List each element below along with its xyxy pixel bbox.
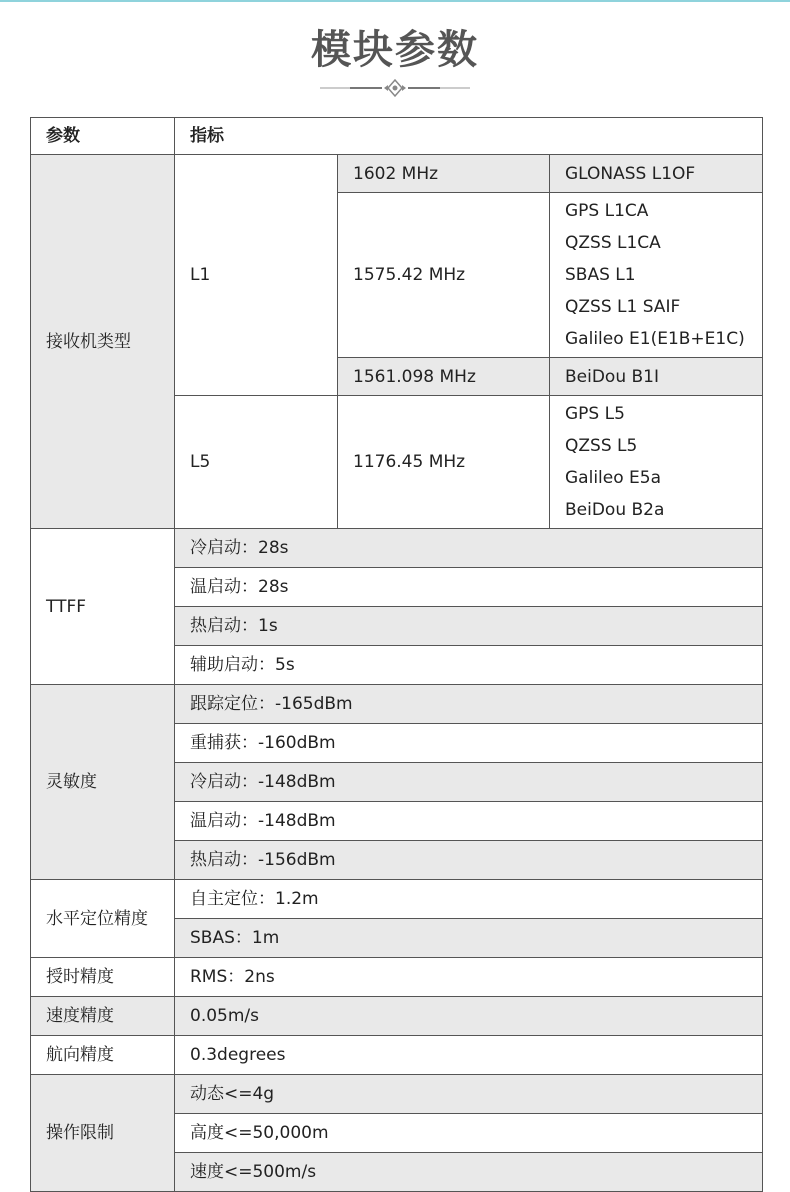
sensitivity-value: 重捕获：-160dBm [175,724,763,763]
horizontal-value: SBAS：1m [175,919,763,958]
system-item: QZSS L5 [565,436,638,456]
sensitivity-value: 热启动：-156dBm [175,841,763,880]
limits-value: 速度<=500m/s [175,1153,763,1192]
system-item: QZSS L1CA [565,233,661,253]
velocity-value: 0.05m/s [175,997,763,1036]
row-label-ttff: TTFF [31,529,175,685]
horizontal-value: 自主定位：1.2m [175,880,763,919]
table-row [31,958,763,997]
table-row [31,155,763,193]
table-row [31,997,763,1036]
top-accent-line [0,0,790,2]
row-label-timing: 授时精度 [31,958,175,997]
ttff-value: 冷启动：28s [175,529,763,568]
header-spec: 指标 [175,118,763,155]
spec-table [30,117,763,1192]
table-header-row [31,118,763,155]
systems-1561 [550,358,763,396]
sensitivity-value: 冷启动：-148dBm [175,763,763,802]
freq-1602: 1602 MHz [338,155,550,193]
system-item: GPS L1CA [565,201,649,221]
freq-1176: 1176.45 MHz [338,396,550,529]
table-row [31,529,763,568]
systems-1602 [550,155,763,193]
row-label-sensitivity: 灵敏度 [31,685,175,880]
table-row [31,1075,763,1114]
row-label-velocity: 速度精度 [31,997,175,1036]
heading-value: 0.3degrees [175,1036,763,1075]
system-item: BeiDou B1I [565,366,660,387]
freq-1561: 1561.098 MHz [338,358,550,396]
band-l1-label: L1 [175,155,338,396]
system-item: BeiDou B2a [565,500,665,520]
system-item: QZSS L1 SAIF [565,297,681,317]
freq-1575: 1575.42 MHz [338,193,550,358]
system-item: GPS L5 [565,404,625,424]
row-label-heading: 航向精度 [31,1036,175,1075]
sensitivity-value: 跟踪定位：-165dBm [175,685,763,724]
system-item: GLONASS L1OF [565,163,696,184]
row-label-receiver: 接收机类型 [31,155,175,529]
limits-value: 动态<=4g [175,1075,763,1114]
table-row [31,880,763,919]
limits-value: 高度<=50,000m [175,1114,763,1153]
band-l5-label: L5 [175,396,338,529]
timing-value: RMS：2ns [175,958,763,997]
ttff-value: 温启动：28s [175,568,763,607]
system-item: SBAS L1 [565,265,636,285]
system-item: Galileo E1(E1B+E1C) [565,329,745,349]
title-divider-ornament [320,78,470,98]
system-item: Galileo E5a [565,468,661,488]
table-row [31,685,763,724]
page-title: 模块参数 [311,27,479,73]
header-param: 参数 [31,118,175,155]
table-row [31,1036,763,1075]
row-label-limits: 操作限制 [31,1075,175,1192]
systems-1575 [550,193,763,358]
ttff-value: 热启动：1s [175,607,763,646]
ttff-value: 辅助启动：5s [175,646,763,685]
row-label-horizontal: 水平定位精度 [31,880,175,958]
sensitivity-value: 温启动：-148dBm [175,802,763,841]
systems-1176 [550,396,763,529]
